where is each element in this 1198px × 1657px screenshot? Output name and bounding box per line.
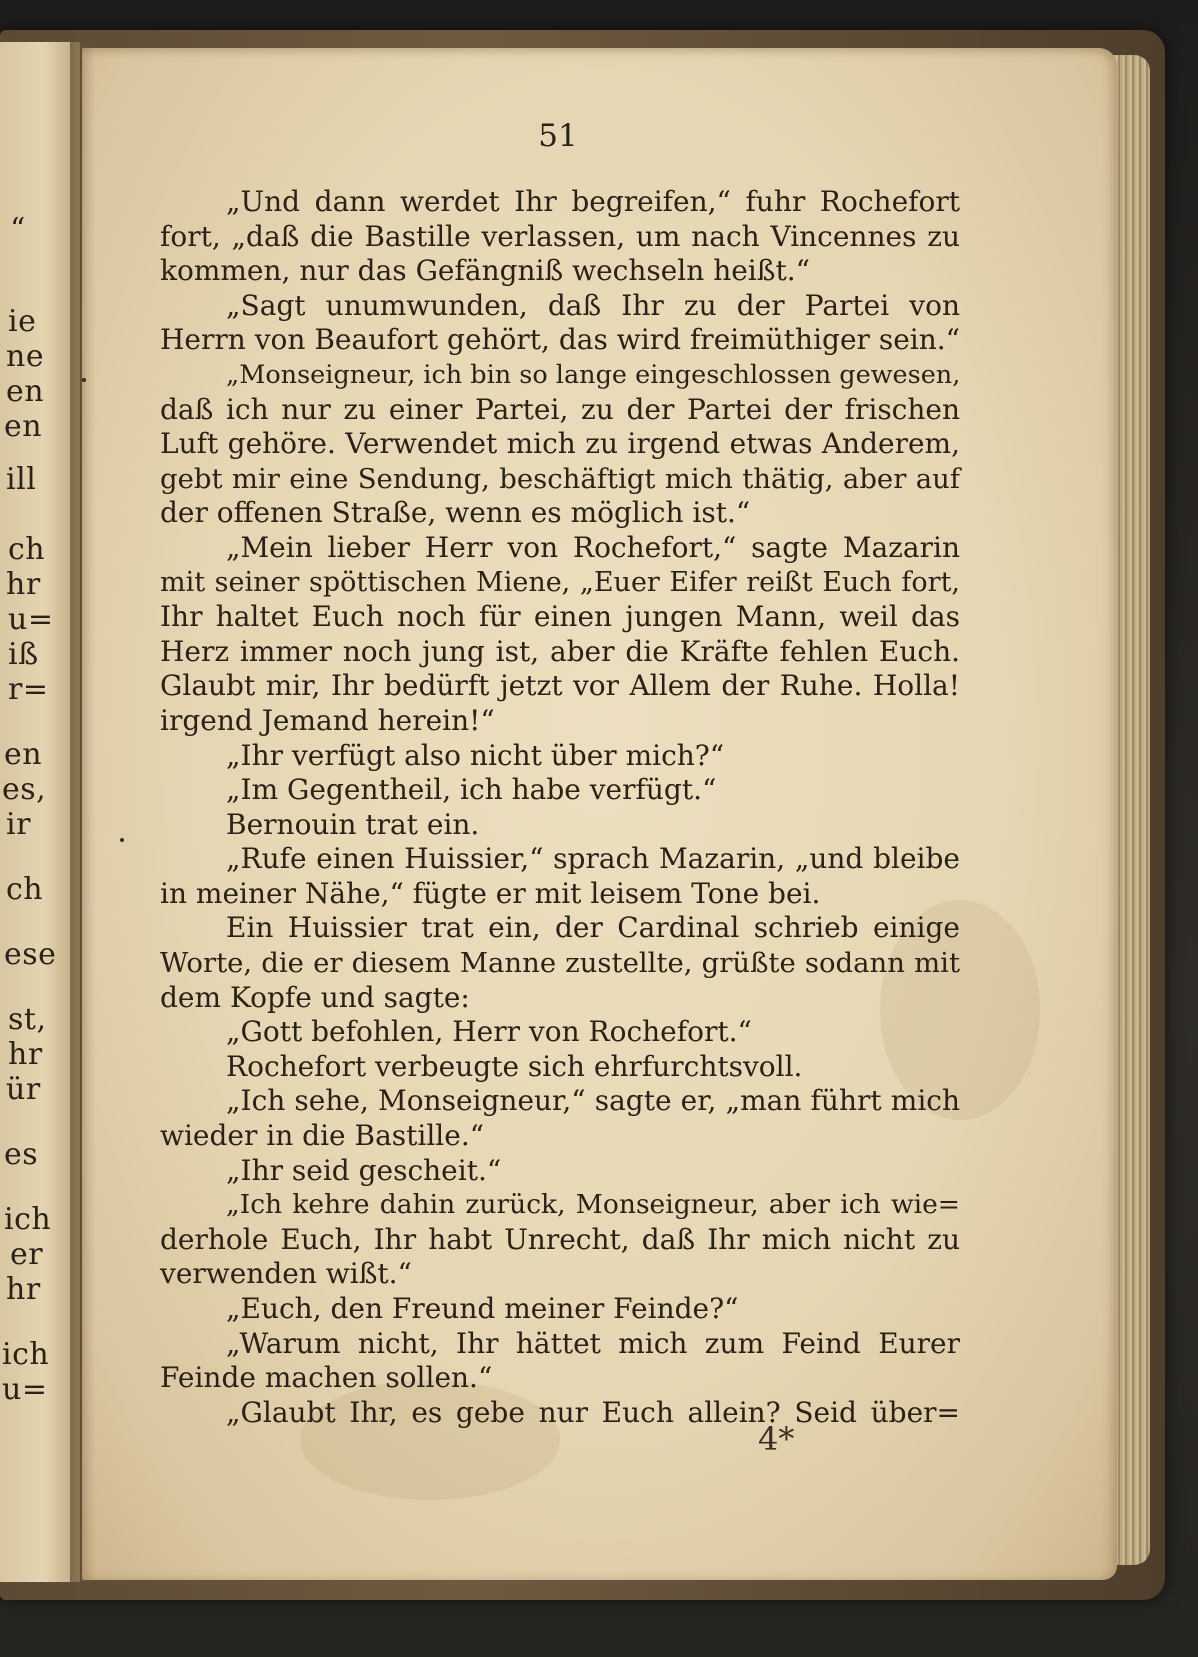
text-line: derhole Euch, Ihr habt Unrecht, daß Ihr mich nicht zu bbox=[160, 1222, 960, 1256]
left-fragment: st, bbox=[8, 1002, 47, 1037]
text-line: kommen, nur das Gefängniß wechseln heißt.“ bbox=[160, 254, 810, 288]
signature-mark: 4* bbox=[758, 1420, 795, 1458]
text-line: Glaubt mir, Ihr bedürft jetzt vor Allem der Ruhe. Holla! bbox=[160, 669, 960, 703]
text-line: gebt mir eine Sendung, beschäftigt mich thätig, aber auf bbox=[160, 462, 960, 495]
text-line: „Rufe einen Huissier,“ sprach Mazarin, „und bleibe bbox=[226, 842, 960, 876]
text-line: Herz immer noch jung ist, aber die Kräfte fehlen Euch. bbox=[160, 634, 960, 668]
left-fragment: ch bbox=[6, 872, 44, 907]
left-fragment: es, bbox=[2, 772, 47, 807]
text-line: daß ich nur zu einer Partei, zu der Partei der frischen bbox=[160, 392, 960, 426]
text-line: „Sagt unumwunden, daß Ihr zu der Partei von bbox=[226, 288, 960, 322]
text-line: „Gott befohlen, Herr von Rochefort.“ bbox=[226, 1015, 752, 1049]
margin-speck bbox=[82, 378, 86, 382]
left-fragment: “ bbox=[10, 212, 26, 247]
text-line: Worte, die er diesem Manne zustellte, grüßte sodann mit bbox=[160, 947, 960, 980]
left-page bbox=[0, 42, 80, 1582]
text-line: irgend Jemand herein!“ bbox=[160, 703, 495, 737]
left-fragment: hr bbox=[6, 1272, 41, 1307]
left-fragment: ch bbox=[8, 532, 46, 567]
left-fragment: ür bbox=[6, 1072, 41, 1107]
text-line: der offenen Straße, wenn es möglich ist.“ bbox=[160, 496, 751, 530]
text-line: „Monseigneur, ich bin so lange eingeschlossen gewesen, bbox=[226, 359, 961, 390]
text-line: in meiner Nähe,“ fügte er mit leisem Tone bei. bbox=[160, 876, 821, 910]
left-fragment: er bbox=[10, 1237, 44, 1272]
left-fragment: hr bbox=[6, 567, 41, 602]
left-fragment: u= bbox=[8, 602, 54, 637]
text-line: „Ihr seid gescheit.“ bbox=[226, 1153, 502, 1187]
body-text bbox=[160, 185, 960, 1430]
left-fragment: en bbox=[4, 409, 43, 444]
text-line: Ein Huissier trat ein, der Cardinal schrieb einige bbox=[226, 911, 960, 945]
left-fragment: en bbox=[4, 737, 43, 772]
left-fragment: iß bbox=[8, 637, 39, 672]
left-fragment: ir bbox=[6, 807, 31, 842]
left-fragment: ich bbox=[2, 1337, 50, 1372]
text-line: verwenden wißt.“ bbox=[160, 1257, 412, 1291]
text-line: „Glaubt Ihr, es gebe nur Euch allein? Seid über= bbox=[226, 1395, 960, 1429]
left-fragment: ill bbox=[6, 462, 37, 497]
left-fragment: r= bbox=[8, 672, 49, 707]
left-fragment: ie bbox=[8, 304, 37, 339]
left-fragment: hr bbox=[8, 1037, 43, 1072]
text-line: „Warum nicht, Ihr hättet mich zum Feind Eurer bbox=[226, 1326, 960, 1360]
text-line: „Mein lieber Herr von Rochefort,“ sagte Mazarin bbox=[226, 530, 960, 564]
text-line: fort, „daß die Bastille verlassen, um nach Vincennes zu bbox=[160, 219, 960, 253]
page-number: 51 bbox=[538, 118, 578, 154]
text-line: mit seiner spöttischen Miene, „Euer Eifer reißt Euch fort, bbox=[160, 566, 960, 598]
text-line: Luft gehöre. Verwendet mich zu irgend etwas Anderem, bbox=[160, 427, 960, 461]
text-line: „Ich kehre dahin zurück, Monseigneur, aber ich wie= bbox=[226, 1189, 960, 1221]
margin-speck bbox=[120, 838, 124, 842]
text-line: dem Kopfe und sagte: bbox=[160, 980, 470, 1014]
left-fragment: u= bbox=[2, 1372, 48, 1407]
text-line: Herrn von Beaufort gehört, das wird freimüthiger sein.“ bbox=[160, 323, 960, 357]
text-line: „Im Gegentheil, ich habe verfügt.“ bbox=[226, 773, 717, 807]
left-fragment: es bbox=[4, 1137, 39, 1172]
left-fragment: en bbox=[6, 374, 45, 409]
left-fragment: ese bbox=[4, 937, 57, 972]
text-line: „Euch, den Freund meiner Feinde?“ bbox=[226, 1292, 739, 1325]
text-line: „Und dann werdet Ihr begreifen,“ fuhr Rochefort bbox=[226, 185, 960, 218]
text-line: „Ich sehe, Monseigneur,“ sagte er, „man führt mich bbox=[226, 1084, 960, 1118]
text-line: „Ihr verfügt also nicht über mich?“ bbox=[226, 738, 725, 772]
left-fragment: ne bbox=[6, 339, 45, 374]
left-fragment: ich bbox=[4, 1202, 52, 1237]
text-line: Ihr haltet Euch noch für einen jungen Mann, weil das bbox=[160, 600, 960, 634]
gutter-shadow bbox=[70, 42, 96, 1582]
text-line: Bernouin trat ein. bbox=[226, 807, 480, 841]
text-line: wieder in die Bastille.“ bbox=[160, 1119, 485, 1153]
text-line: Rochefort verbeugte sich ehrfurchtsvoll. bbox=[226, 1049, 803, 1083]
text-line: Feinde machen sollen.“ bbox=[160, 1361, 493, 1395]
